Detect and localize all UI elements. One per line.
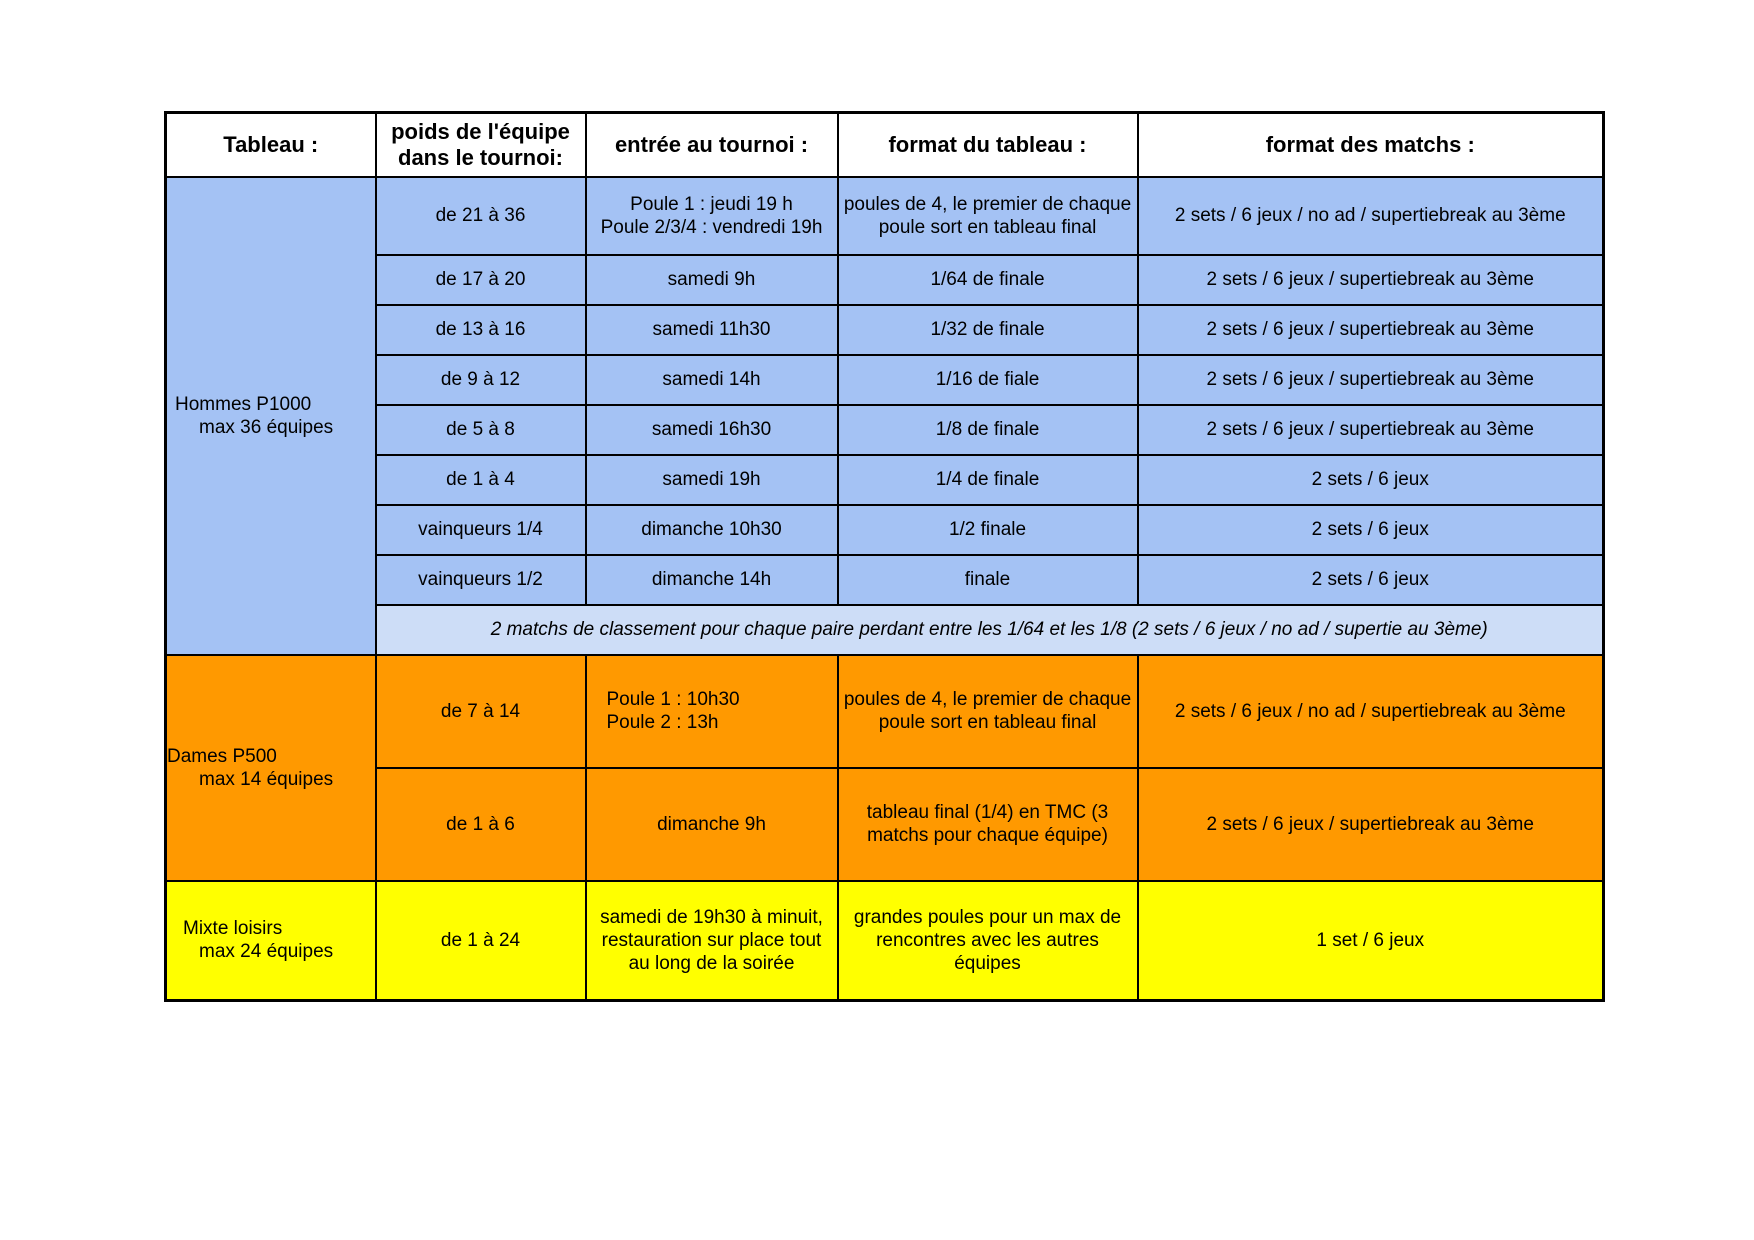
table-row	[166, 255, 1604, 305]
cell-format-matchs: 1 set / 6 jeux	[1138, 881, 1604, 1001]
cell-format-tableau: 1/2 finale	[838, 505, 1138, 555]
cell-format-matchs: 2 sets / 6 jeux / supertiebreak au 3ème	[1138, 405, 1604, 455]
cell-entree: Poule 1 : jeudi 19 h Poule 2/3/4 : vendredi 19h	[586, 177, 838, 255]
header-tableau: Tableau :	[166, 113, 376, 177]
cell-format-matchs: 2 sets / 6 jeux / no ad / supertiebreak au 3ème	[1138, 655, 1604, 768]
cell-format-matchs: 2 sets / 6 jeux / no ad / supertiebreak au 3ème	[1138, 177, 1604, 255]
table-row	[166, 655, 1604, 768]
category-hommes-max: max 36 équipes	[199, 416, 334, 438]
header-format-matchs: format des matchs :	[1138, 113, 1604, 177]
cell-entree: samedi de 19h30 à minuit, restauration sur place tout au long de la soirée	[586, 881, 838, 1001]
table-row	[166, 505, 1604, 555]
cell-poids: de 7 à 14	[376, 655, 586, 768]
note-row	[166, 605, 1604, 655]
table-row	[166, 555, 1604, 605]
cell-poids: de 1 à 24	[376, 881, 586, 1001]
category-hommes-name: Hommes P1000	[175, 393, 312, 415]
category-mixte-name: Mixte loisirs	[183, 918, 283, 940]
cell-format-tableau: 1/64 de finale	[838, 255, 1138, 305]
cell-entree: Poule 1 : 10h30 Poule 2 : 13h	[586, 655, 838, 768]
cell-poids: de 1 à 4	[376, 455, 586, 505]
header-format-tableau: format du tableau :	[838, 113, 1138, 177]
header-entree: entrée au tournoi :	[586, 113, 838, 177]
cell-format-tableau: 1/16 de fiale	[838, 355, 1138, 405]
cell-poids: de 9 à 12	[376, 355, 586, 405]
table-row	[166, 355, 1604, 405]
cell-entree: samedi 19h	[586, 455, 838, 505]
cell-entree: samedi 9h	[586, 255, 838, 305]
table-row	[166, 768, 1604, 881]
header-row	[166, 113, 1604, 177]
cell-format-matchs: 2 sets / 6 jeux / supertiebreak au 3ème	[1138, 255, 1604, 305]
hommes-note: 2 matchs de classement pour chaque paire perdant entre les 1/64 et les 1/8 (2 sets / 6 jeux / no ad / supertie au 3ème)	[376, 605, 1604, 655]
header-poids: poids de l'équipe dans le tournoi:	[376, 113, 586, 177]
category-mixte	[166, 881, 376, 1001]
table-row	[166, 405, 1604, 455]
cell-format-matchs: 2 sets / 6 jeux	[1138, 455, 1604, 505]
category-dames-max: max 14 équipes	[199, 768, 334, 790]
cell-poids: vainqueurs 1/2	[376, 555, 586, 605]
cell-format-matchs: 2 sets / 6 jeux	[1138, 505, 1604, 555]
cell-entree: dimanche 9h	[586, 768, 838, 881]
cell-poids: de 5 à 8	[376, 405, 586, 455]
table-row	[166, 177, 1604, 255]
category-dames-name: Dames P500	[167, 745, 277, 767]
cell-poids: de 17 à 20	[376, 255, 586, 305]
cell-format-tableau: 1/4 de finale	[838, 455, 1138, 505]
category-dames	[166, 655, 376, 881]
table-row	[166, 305, 1604, 355]
category-hommes	[166, 177, 376, 655]
cell-format-matchs: 2 sets / 6 jeux	[1138, 555, 1604, 605]
table-row	[166, 455, 1604, 505]
cell-poids: vainqueurs 1/4	[376, 505, 586, 555]
tournament-table	[164, 111, 1605, 1002]
cell-entree: dimanche 14h	[586, 555, 838, 605]
cell-format-matchs: 2 sets / 6 jeux / supertiebreak au 3ème	[1138, 355, 1604, 405]
cell-format-tableau: poules de 4, le premier de chaque poule sort en tableau final	[838, 655, 1138, 768]
cell-entree: dimanche 10h30	[586, 505, 838, 555]
cell-poids: de 13 à 16	[376, 305, 586, 355]
cell-poids: de 1 à 6	[376, 768, 586, 881]
cell-format-tableau: 1/8 de finale	[838, 405, 1138, 455]
category-mixte-max: max 24 équipes	[199, 941, 334, 963]
cell-format-tableau: grandes poules pour un max de rencontres avec les autres équipes	[838, 881, 1138, 1001]
cell-format-tableau: 1/32 de finale	[838, 305, 1138, 355]
cell-entree: samedi 11h30	[586, 305, 838, 355]
table-row	[166, 881, 1604, 1001]
cell-format-tableau: poules de 4, le premier de chaque poule sort en tableau final	[838, 177, 1138, 255]
cell-entree: samedi 14h	[586, 355, 838, 405]
cell-format-tableau: finale	[838, 555, 1138, 605]
cell-format-matchs: 2 sets / 6 jeux / supertiebreak au 3ème	[1138, 305, 1604, 355]
cell-poids: de 21 à 36	[376, 177, 586, 255]
cell-entree: samedi 16h30	[586, 405, 838, 455]
cell-format-tableau: tableau final (1/4) en TMC (3 matchs pour chaque équipe)	[838, 768, 1138, 881]
cell-format-matchs: 2 sets / 6 jeux / supertiebreak au 3ème	[1138, 768, 1604, 881]
